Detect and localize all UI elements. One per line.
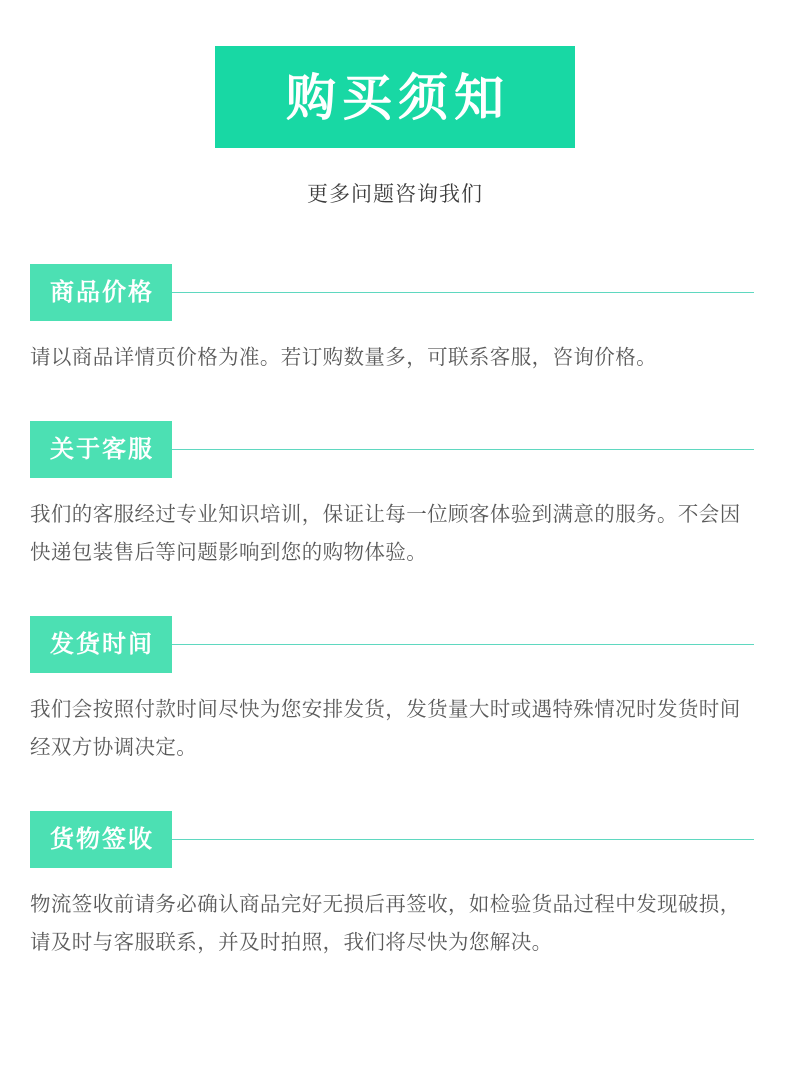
section-body-shipping-time: 我们会按照付款时间尽快为您安排发货，发货量大时或遇特殊情况时发货时间经双方协调决定。 (30, 697, 741, 759)
section-item (30, 421, 754, 572)
section-item (30, 264, 754, 377)
notice-sections (0, 264, 790, 961)
section-tag-service: 关于客服 (30, 421, 172, 478)
section-tag-shipping-time: 发货时间 (30, 616, 172, 673)
section-header (30, 616, 754, 673)
page-title: 购买须知 (215, 46, 575, 148)
section-divider (172, 644, 754, 645)
section-divider (172, 449, 754, 450)
section-tag-receipt: 货物签收 (30, 811, 172, 868)
section-item (30, 616, 754, 767)
section-body-receipt: 物流签收前请务必确认商品完好无损后再签收，如检验货品过程中发现破损，请及时与客服联系，并及时拍照，我们将尽快为您解决。 (30, 892, 741, 954)
section-tag-price: 商品价格 (30, 264, 172, 321)
page-header (0, 0, 790, 208)
section-item (30, 811, 754, 962)
section-header (30, 421, 754, 478)
section-body-price: 请以商品详情页价格为准。若订购数量多，可联系客服，咨询价格。 (30, 346, 657, 369)
section-header (30, 264, 754, 321)
page-subtitle: 更多问题咨询我们 (307, 183, 483, 206)
section-divider (172, 839, 754, 840)
section-header (30, 811, 754, 868)
section-body-service: 我们的客服经过专业知识培训，保证让每一位顾客体验到满意的服务。不会因快递包装售后等问题影响到您的购物体验。 (30, 502, 741, 564)
section-divider (172, 292, 754, 293)
